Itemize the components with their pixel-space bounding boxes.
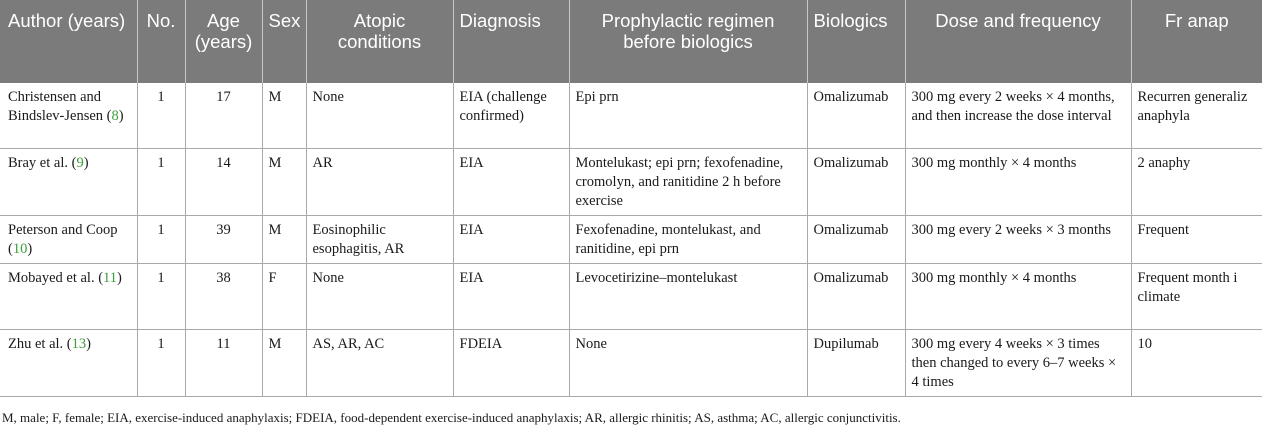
cell-dose-frequency: 300 mg every 4 weeks × 3 times then changed to every 6–7 weeks × 4 times bbox=[905, 330, 1131, 397]
cell-diagnosis: EIA bbox=[453, 149, 569, 216]
cell-biologics: Omalizumab bbox=[807, 264, 905, 330]
cell-sex: M bbox=[262, 330, 306, 397]
cell-regimen: Epi prn bbox=[569, 83, 807, 149]
cell-frequency-anaphylaxis: Frequent month i climate bbox=[1131, 264, 1262, 330]
cell-frequency-anaphylaxis: Recurren generaliz anaphyla bbox=[1131, 83, 1262, 149]
cell-author bbox=[0, 83, 137, 149]
header-dose-frequency: Dose and frequency bbox=[905, 0, 1131, 83]
cell-age: 17 bbox=[185, 83, 262, 149]
cell-biologics: Dupilumab bbox=[807, 330, 905, 397]
cell-dose-frequency: 300 mg every 2 weeks × 4 months, and then increase the dose interval bbox=[905, 83, 1131, 149]
author-text: Bray et al. ( bbox=[8, 155, 77, 171]
cell-number: 1 bbox=[137, 330, 185, 397]
reference-link[interactable]: 10 bbox=[12, 241, 28, 257]
cell-age: 38 bbox=[185, 264, 262, 330]
header-biologics: Biologics bbox=[807, 0, 905, 83]
header-atopic-conditions: Atopic conditions bbox=[306, 0, 453, 83]
table-row bbox=[0, 264, 1262, 330]
cell-atopic-conditions: None bbox=[306, 83, 453, 149]
table-row bbox=[0, 149, 1262, 216]
cell-regimen: Fexofenadine, montelukast, and ranitidine, epi prn bbox=[569, 216, 807, 264]
reference-link[interactable]: 11 bbox=[103, 270, 117, 286]
table-footnote: M, male; F, female; EIA, exercise-induced anaphylaxis; FDEIA, food-dependent exercise-induced anaphylaxis; AR, allergic rhinitis; AS, asthma; AC, allergic conjunctivitis. bbox=[2, 410, 901, 425]
cell-age: 14 bbox=[185, 149, 262, 216]
table-row bbox=[0, 83, 1262, 149]
cell-regimen: Levocetirizine–montelukast bbox=[569, 264, 807, 330]
cell-atopic-conditions: None bbox=[306, 264, 453, 330]
author-tail: ) bbox=[86, 336, 91, 352]
cell-regimen: Montelukast; epi prn; fexofenadine, cromolyn, and ranitidine 2 h before exercise bbox=[569, 149, 807, 216]
author-text: Christensen and Bindslev-Jensen ( bbox=[8, 89, 112, 124]
reference-link[interactable]: 13 bbox=[71, 336, 87, 352]
cell-biologics: Omalizumab bbox=[807, 149, 905, 216]
author-tail: ) bbox=[83, 155, 89, 171]
header-author: Author (years) bbox=[0, 0, 137, 83]
cell-author bbox=[0, 264, 137, 330]
cell-age: 39 bbox=[185, 216, 262, 264]
cell-author bbox=[0, 330, 137, 397]
cell-sex: M bbox=[262, 216, 306, 264]
cell-atopic-conditions: Eosinophilic esophagitis, AR bbox=[306, 216, 453, 264]
cell-biologics: Omalizumab bbox=[807, 216, 905, 264]
cell-author bbox=[0, 216, 137, 264]
table-row bbox=[0, 216, 1262, 264]
cell-frequency-anaphylaxis: Frequent bbox=[1131, 216, 1262, 264]
cell-sex: M bbox=[262, 149, 306, 216]
cell-number: 1 bbox=[137, 264, 185, 330]
cell-dose-frequency: 300 mg monthly × 4 months bbox=[905, 264, 1131, 330]
reference-link[interactable]: 9 bbox=[76, 155, 84, 171]
header-prophylactic-regimen: Prophylactic regimen before biologics bbox=[569, 0, 807, 83]
cell-number: 1 bbox=[137, 149, 185, 216]
author-text: Mobayed et al. ( bbox=[8, 270, 104, 286]
cell-age: 11 bbox=[185, 330, 262, 397]
cell-biologics: Omalizumab bbox=[807, 83, 905, 149]
cell-regimen: None bbox=[569, 330, 807, 397]
cell-diagnosis: FDEIA bbox=[453, 330, 569, 397]
header-frequency-anaphylaxis: Fr anap bbox=[1131, 0, 1262, 83]
author-tail: ) bbox=[27, 241, 33, 257]
cell-atopic-conditions: AR bbox=[306, 149, 453, 216]
cell-frequency-anaphylaxis: 10 bbox=[1131, 330, 1262, 397]
header-age: Age (years) bbox=[185, 0, 262, 83]
header-sex: Sex bbox=[262, 0, 306, 83]
cell-sex: F bbox=[262, 264, 306, 330]
cell-dose-frequency: 300 mg monthly × 4 months bbox=[905, 149, 1131, 216]
reference-link[interactable]: 8 bbox=[111, 108, 119, 124]
author-text: Zhu et al. ( bbox=[8, 336, 72, 352]
header-diagnosis: Diagnosis bbox=[453, 0, 569, 83]
cell-atopic-conditions: AS, AR, AC bbox=[306, 330, 453, 397]
header-number: No. bbox=[137, 0, 185, 83]
cell-author bbox=[0, 149, 137, 216]
author-tail: ) bbox=[117, 270, 122, 286]
author-text: Peterson and Coop ( bbox=[8, 222, 118, 257]
cell-diagnosis: EIA bbox=[453, 264, 569, 330]
cell-number: 1 bbox=[137, 83, 185, 149]
cell-dose-frequency: 300 mg every 2 weeks × 3 months bbox=[905, 216, 1131, 264]
header-row bbox=[0, 0, 1262, 83]
cell-diagnosis: EIA bbox=[453, 216, 569, 264]
cell-sex: M bbox=[262, 83, 306, 149]
author-tail: ) bbox=[118, 108, 124, 124]
table-row bbox=[0, 330, 1262, 397]
cell-frequency-anaphylaxis: 2 anaphy bbox=[1131, 149, 1262, 216]
cell-number: 1 bbox=[137, 216, 185, 264]
cell-diagnosis: EIA (challenge confirmed) bbox=[453, 83, 569, 149]
